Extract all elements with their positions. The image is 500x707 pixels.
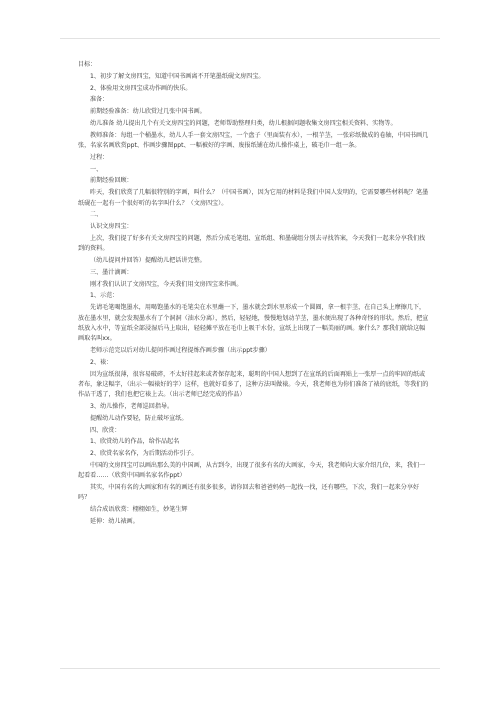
paragraph: 其实，中国有名的大画家和有名的画还有很多很多，请你回去和爸爸妈妈一起找一找，还有哪些，下次，我们一起来分享好吗？ (78, 483, 420, 502)
paragraph: 1、初步了解文房四宝，知道中国书画离不开笔墨纸砚文房四宝。 (90, 72, 265, 80)
paragraph: 2、体验用文房四宝成功作画的快乐。 (90, 84, 192, 92)
paragraph: 上次，我们提了好多有关文房四宝的问题，然后分成毛笔组、宣纸组、和墨砚组分别去寻找答案，今天我们一起来分享我们找到的资料。 (78, 234, 426, 253)
paragraph: 老师示范完以后对幼儿提问作画过程提炼作画步骤（出示ppt步骤） (90, 346, 271, 354)
paragraph: 中国的文房四宝可以画出那么美的中国画，从古到今，出现了很多有名的大画家，今天，我老师向大家介绍几位，来，我们一起看看……（欣赏中国画名家名作ppt） (78, 461, 426, 480)
paragraph: 幼儿准备 幼儿提出几个有关文房四宝的问题，老师帮助整理归类，幼儿根据问题收集文房四宝相关资料、实物等。 (90, 119, 397, 127)
paragraph: 目标： (78, 61, 97, 68)
paragraph: 前期经验准备：幼儿欣赏过几张中国书画。 (90, 108, 206, 116)
paragraph: （幼儿提问并回答）提醒幼儿把话讲完整。 (90, 257, 206, 265)
paragraph: 提醒幼儿动作要轻，防止破坏宣纸。 (90, 414, 188, 422)
paragraph: 三、墨汁滴画： (90, 268, 133, 276)
footer-rule (60, 668, 440, 669)
paragraph: 准备： (90, 96, 109, 104)
paragraph: 2、裱： (90, 358, 113, 366)
paragraph: 过程： (90, 153, 109, 161)
paragraph: 1、欣赏幼儿的作品，给作品起名 (90, 438, 180, 446)
paragraph: 3、幼儿操作，老师巡回指导。 (90, 402, 174, 410)
paragraph: 先请毛笔喝饱墨水，用喝饱墨水的毛笔尖在水里蘸一下，墨水就会到水里形成一个圆圈，拿一根芋茎，在自己头上摩擦几下，放在墨水里，就会发现墨水有了个洞洞（油水分离），然后，轻轻地，慢慢地划动芋茎，墨水便出现了各种奇怪的形状。然后，把宣纸放入水中，等宣纸全部浸湿后马上取出，轻轻摊平放在毛巾上吸干水份，宣纸上出现了一幅美丽的画。象什么？那我们就给这幅画取名叫xx。 (78, 304, 429, 343)
paragraph: 四、欣赏： (90, 426, 121, 434)
paragraph: 教师准备：每组一个桶墨水，幼儿人手一套文房四宝，一个盘子（里面装有水），一根芋茎，一张彩纸做成的卷轴，中国书画几张，名家名画欣赏ppt、作画步骤图ppt、一幅被好的字画、废报纸铺在幼儿操作桌上，破毛巾一组一条。 (78, 131, 429, 150)
header-rule (60, 38, 440, 39)
paragraph: 1、示范： (90, 292, 119, 300)
paragraph: 延伸：幼儿裱画。 (90, 517, 139, 525)
paragraph: 二、 (90, 211, 103, 219)
paragraph: 结合成语欣赏：栩栩如生，妙笔生辉 (90, 506, 188, 514)
paragraph: 2、欣赏名家名作，为后期活动作引子。 (90, 450, 198, 458)
paragraph: 因为宣纸很薄，很容易破碎，不太好挂起来或者保存起来，聪明的中国人想到了在宣纸的后面再贴上一张厚一点的牢固的纸或者布，象这幅字，（出示一幅裱好的字）这样，也就好看多了，这种方法叫做裱。今天，我老师也为你们准备了裱的底纸，等我们的作品干透了，我们也把它裱上去。（出示老师已经完成的作品） (78, 370, 429, 399)
paragraph: 前期经验回顾： (90, 177, 133, 185)
paragraph: 刚才我们认识了文房四宝，今天我们用文房四宝来作画。 (90, 280, 243, 288)
document-body (78, 60, 430, 529)
paragraph: 认识文房四宝： (90, 223, 133, 231)
paragraph: 昨天，我们欣赏了几幅很特别的字画，叫什么？（中国书画），因为它用的材料是我们中国人发明的，它需要哪些材料呢？笔墨纸砚在一起有一个很好听的名字叫什么？（文房四宝）。 (78, 189, 429, 207)
paragraph: 一、 (90, 165, 103, 173)
